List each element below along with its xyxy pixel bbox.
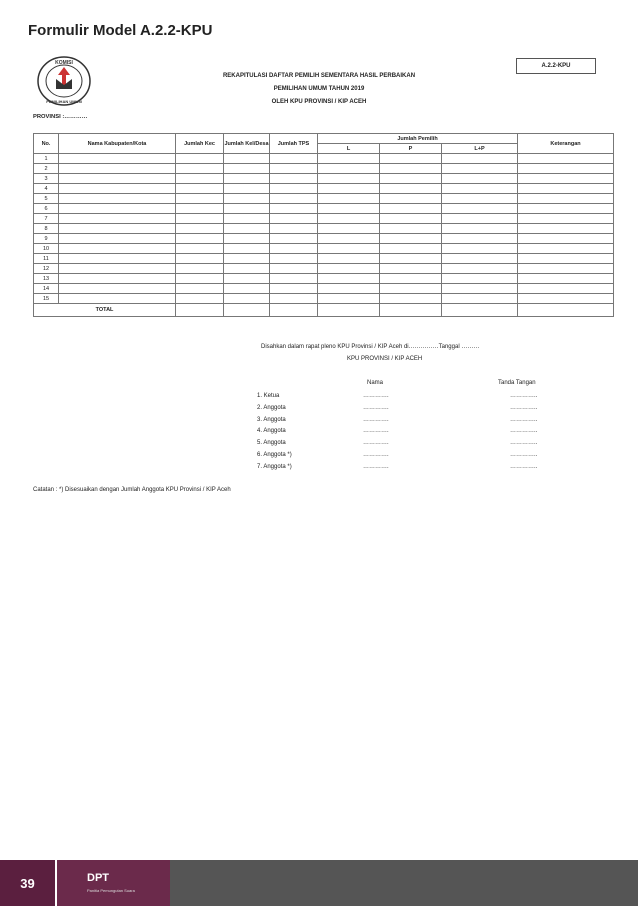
table-cell [59, 274, 176, 284]
table-row [34, 164, 614, 174]
table-cell [224, 234, 270, 244]
table-cell [518, 194, 614, 204]
page-title: Formulir Model A.2.2-KPU [28, 22, 213, 39]
table-cell [270, 254, 318, 264]
table-cell [59, 184, 176, 194]
row-number: 15 [34, 294, 59, 304]
catatan-text: Catatan : *) Disesuaikan dengan Jumlah Anggota KPU Provinsi / KIP Aceh [33, 487, 231, 493]
table-cell [59, 284, 176, 294]
member-nama: …………. [363, 416, 389, 423]
table-cell [318, 164, 380, 174]
table-cell [380, 194, 442, 204]
header-pemilih: Jumlah Pemilih [318, 134, 518, 144]
table-cell [442, 274, 518, 284]
col-ttd-label: Tanda Tangan [498, 380, 536, 386]
table-cell [518, 214, 614, 224]
member-label: 4. Anggota [257, 428, 286, 435]
table-cell [224, 204, 270, 214]
table-row [34, 194, 614, 204]
rekap-table [33, 133, 614, 317]
row-number: 12 [34, 264, 59, 274]
table-cell [442, 234, 518, 244]
table-cell [518, 224, 614, 234]
row-number: 6 [34, 204, 59, 214]
row-number: 4 [34, 184, 59, 194]
disahkan-text: Disahkan dalam rapat pleno KPU Provinsi / KIP Aceh di……………Tanggal ……… [261, 344, 480, 350]
table-cell [318, 234, 380, 244]
header-no: No. [34, 134, 59, 154]
table-cell [176, 264, 224, 274]
table-cell [442, 204, 518, 214]
table-cell [176, 184, 224, 194]
table-cell [176, 164, 224, 174]
footer-title: DPT [87, 872, 109, 884]
row-number: 7 [34, 214, 59, 224]
table-cell [224, 274, 270, 284]
table-cell [518, 244, 614, 254]
table-cell [380, 294, 442, 304]
member-ttd: ………….. [510, 440, 538, 447]
logo-text-top: KOMISI [55, 60, 73, 66]
table-cell [270, 264, 318, 274]
table-row [34, 264, 614, 274]
table-cell [518, 274, 614, 284]
table-cell [380, 224, 442, 234]
table-row [34, 294, 614, 304]
row-number: 3 [34, 174, 59, 184]
table-cell [380, 164, 442, 174]
heading-line3: OLEH KPU PROVINSI / KIP ACEH [271, 99, 367, 105]
table-cell [518, 234, 614, 244]
table-cell [518, 204, 614, 214]
table-cell [224, 284, 270, 294]
table-cell [442, 294, 518, 304]
table-cell [270, 244, 318, 254]
table-cell [224, 244, 270, 254]
header-kec: Jumlah Kec [176, 134, 224, 154]
table-cell [59, 234, 176, 244]
table-cell [318, 184, 380, 194]
table-cell [59, 214, 176, 224]
header-p: P [380, 144, 442, 154]
table-cell [318, 214, 380, 224]
table-cell [270, 164, 318, 174]
row-number: 8 [34, 224, 59, 234]
table-cell [318, 224, 380, 234]
member-ttd: ………….. [510, 452, 538, 458]
table-cell [380, 244, 442, 254]
logo-text-bottom: PEMILIHAN UMUM [46, 99, 82, 104]
total-cell [224, 304, 270, 317]
heading-line1: REKAPITULASI DAFTAR PEMILIH SEMENTARA HASIL PERBAIKAN [222, 73, 416, 79]
table-cell [380, 254, 442, 264]
row-number: 14 [34, 284, 59, 294]
table-cell [176, 294, 224, 304]
table-cell [176, 224, 224, 234]
table-cell [224, 214, 270, 224]
total-row [34, 304, 614, 317]
table-cell [176, 244, 224, 254]
table-cell [518, 294, 614, 304]
table-cell [518, 174, 614, 184]
member-ttd: ………….. [510, 416, 538, 423]
header-tps: Jumlah TPS [270, 134, 318, 154]
kpu-body-label: KPU PROVINSI / KIP ACEH [347, 356, 423, 362]
table-cell [442, 244, 518, 254]
table-cell [176, 284, 224, 294]
header-ket: Keterangan [518, 134, 614, 154]
table-cell [224, 184, 270, 194]
member-label: 7. Anggota *) [257, 463, 292, 470]
table-row [34, 184, 614, 194]
table-cell [380, 204, 442, 214]
table-cell [176, 254, 224, 264]
table-cell [518, 254, 614, 264]
table-cell [318, 174, 380, 184]
row-number: 13 [34, 274, 59, 284]
table-cell [318, 284, 380, 294]
table-cell [518, 164, 614, 174]
provinsi-label: PROVINSI :………… [33, 114, 88, 120]
member-label: 5. Anggota [257, 440, 286, 447]
row-number: 2 [34, 164, 59, 174]
table-cell [176, 234, 224, 244]
row-number: 11 [34, 254, 59, 264]
table-cell [224, 194, 270, 204]
table-cell [270, 184, 318, 194]
member-label: 3. Anggota [257, 416, 286, 423]
table-cell [224, 294, 270, 304]
table-cell [442, 214, 518, 224]
table-row [34, 284, 614, 294]
table-row [34, 234, 614, 244]
member-nama: …………. [363, 404, 389, 411]
table-cell [59, 294, 176, 304]
table-cell [176, 204, 224, 214]
member-label: 2. Anggota [257, 404, 286, 411]
table-cell [318, 274, 380, 284]
table-cell [318, 204, 380, 214]
table-cell [224, 254, 270, 264]
member-nama: …………. [363, 440, 389, 447]
member-ttd: ………….. [510, 463, 538, 470]
table-cell [318, 244, 380, 254]
table-cell [270, 274, 318, 284]
footer-label-block [55, 860, 170, 906]
table-cell [59, 164, 176, 174]
table-cell [59, 254, 176, 264]
table-cell [176, 214, 224, 224]
table-cell [442, 224, 518, 234]
table-cell [442, 184, 518, 194]
row-number: 10 [34, 244, 59, 254]
table-cell [518, 154, 614, 164]
row-number: 5 [34, 194, 59, 204]
member-nama: …………. [363, 452, 389, 458]
table-cell [59, 264, 176, 274]
table-cell [442, 154, 518, 164]
table-cell [59, 154, 176, 164]
member-label: 1. Ketua [257, 393, 280, 399]
table-cell [518, 184, 614, 194]
table-row [34, 254, 614, 264]
table-row [34, 274, 614, 284]
table-cell [176, 154, 224, 164]
table-cell [318, 294, 380, 304]
table-row [34, 224, 614, 234]
table-cell [270, 154, 318, 164]
total-cell [442, 304, 518, 317]
table-row [34, 244, 614, 254]
total-cell [176, 304, 224, 317]
table-cell [318, 154, 380, 164]
page-number: 39 [0, 860, 55, 906]
table-cell [224, 264, 270, 274]
row-number: 1 [34, 154, 59, 164]
table-cell [270, 234, 318, 244]
table-cell [318, 264, 380, 274]
table-cell [176, 194, 224, 204]
table-cell [59, 224, 176, 234]
total-cell [518, 304, 614, 317]
table-cell [224, 164, 270, 174]
member-label: 6. Anggota *) [257, 452, 292, 458]
table-cell [318, 254, 380, 264]
table-cell [59, 174, 176, 184]
table-cell [380, 154, 442, 164]
table-row [34, 204, 614, 214]
total-cell [380, 304, 442, 317]
header-kel: Jumlah Kel/Desa [224, 134, 270, 154]
table-cell [270, 224, 318, 234]
total-cell [270, 304, 318, 317]
table-cell [176, 174, 224, 184]
table-row [34, 174, 614, 184]
member-nama: …………. [363, 393, 389, 399]
table-cell [380, 214, 442, 224]
col-nama-label: Nama [367, 380, 384, 386]
table-cell [380, 234, 442, 244]
table-cell [380, 264, 442, 274]
table-cell [318, 194, 380, 204]
table-cell [270, 284, 318, 294]
heading-line2: PEMILIHAN UMUM TAHUN 2019 [273, 86, 365, 92]
member-ttd: ………….. [510, 404, 538, 411]
form-code-box: A.2.2-KPU [516, 58, 596, 74]
header-nama: Nama Kabupaten/Kota [59, 134, 176, 154]
table-cell [224, 174, 270, 184]
row-number: 9 [34, 234, 59, 244]
total-cell [318, 304, 380, 317]
table-cell [270, 194, 318, 204]
table-cell [442, 284, 518, 294]
table-cell [442, 254, 518, 264]
table-cell [518, 284, 614, 294]
table-cell [270, 294, 318, 304]
table-cell [270, 204, 318, 214]
table-cell [442, 264, 518, 274]
total-label: TOTAL [34, 304, 176, 317]
table-cell [442, 174, 518, 184]
table-cell [224, 154, 270, 164]
table-cell [59, 244, 176, 254]
header-lp: L+P [442, 144, 518, 154]
table-cell [442, 164, 518, 174]
table-cell [380, 284, 442, 294]
table-row [34, 154, 614, 164]
table-row [34, 214, 614, 224]
footer-subtitle: Panitia Pemungutan Suara [87, 888, 135, 893]
table-cell [270, 214, 318, 224]
table-cell [176, 274, 224, 284]
table-cell [380, 174, 442, 184]
member-ttd: ………….. [510, 428, 538, 435]
member-nama: …………. [363, 428, 389, 435]
table-cell [59, 204, 176, 214]
header-l: L [318, 144, 380, 154]
table-cell [59, 194, 176, 204]
member-nama: …………. [363, 463, 389, 470]
member-ttd: ………….. [510, 393, 538, 399]
table-cell [518, 264, 614, 274]
table-cell [380, 184, 442, 194]
table-cell [270, 174, 318, 184]
table-cell [380, 274, 442, 284]
table-cell [442, 194, 518, 204]
table-cell [224, 224, 270, 234]
